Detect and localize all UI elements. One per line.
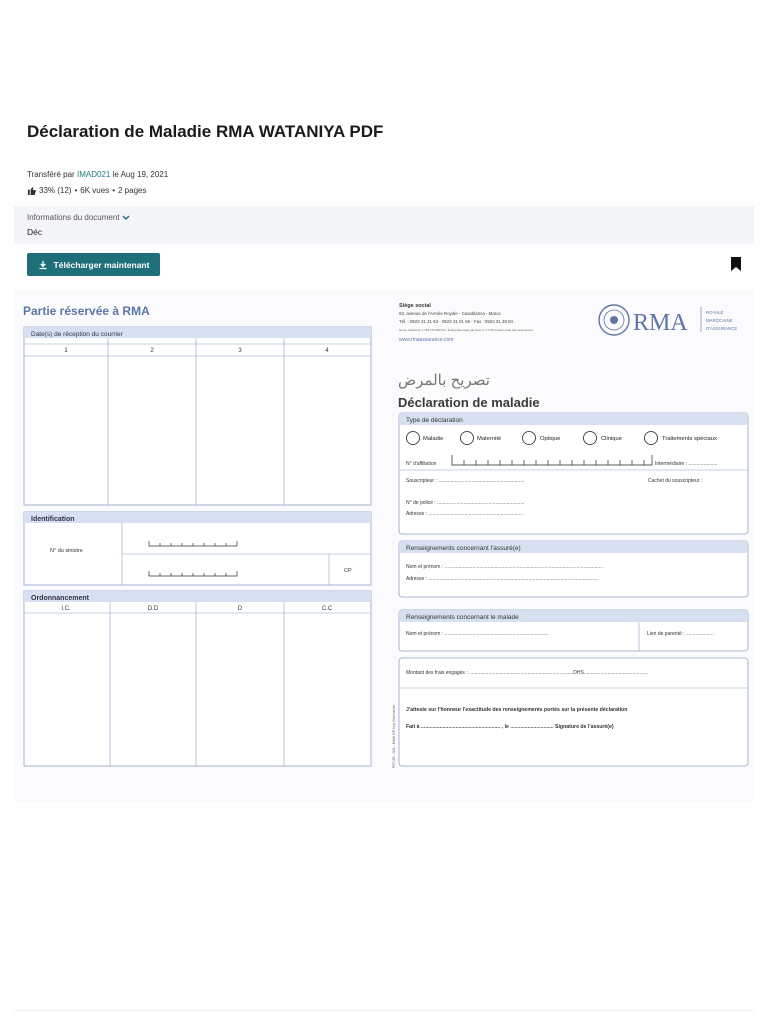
radio-optique[interactable] [523, 432, 536, 445]
type-maladie: Maladie [423, 436, 444, 442]
police-label: N° de police : ............................................................... [406, 500, 525, 506]
assure-header: Renseignements concernant l'assuré(e) [406, 545, 521, 552]
cp-label: CP [344, 568, 352, 574]
brand-line-2: MAROCAINE [706, 318, 733, 323]
adresse-label: Adresse : .................................................................... [406, 511, 523, 517]
rma-section-title: Partie réservée à RMA [23, 304, 150, 318]
radio-clinique[interactable] [584, 432, 597, 445]
address-line-3: SA au capital de 1.796.170.000 Dh - Entreprise régie par la loi n° 17-99 portant code des assurances [399, 328, 533, 332]
views-count: 6K vues [80, 186, 110, 195]
sinistre-label: N° du sinistre [50, 548, 83, 554]
fait-label: Fait à ....................................................... , le .............................. Signature de l'assuré(e) [406, 724, 614, 730]
ord-col-cc: C.C [321, 606, 333, 612]
document-info-value: Déc [27, 227, 43, 237]
ordonnancement-header: Ordonnancement [31, 595, 89, 602]
radio-traitements[interactable] [645, 432, 658, 445]
radio-maternite[interactable] [461, 432, 474, 445]
type-clinique: Clinique [601, 436, 622, 442]
adresse-assure-label: Adresse : .......................................................................................................................... [406, 576, 598, 582]
download-icon [38, 260, 48, 270]
website: www.rmaassurance.com [399, 337, 454, 343]
reception-col-4: 4 [325, 348, 329, 354]
document-info-panel [14, 206, 754, 244]
ord-col-d: D [237, 606, 243, 612]
download-label: Télécharger maintenant [53, 259, 150, 270]
document-preview[interactable] [14, 290, 754, 802]
thumbs-up-icon[interactable] [27, 186, 36, 195]
radio-maladie[interactable] [407, 432, 420, 445]
address-line-1: 83, avenue de l'Armée Royale - Casablanca - Maroc [399, 311, 501, 316]
side-code: P07.89 - 021 - Edité GP Imp Guerrando [392, 704, 396, 768]
logo-text: RMA [633, 310, 688, 336]
montant-label: Montant des frais engagés : ...........................................................................DHS.............................................. [406, 670, 648, 676]
stats-row [27, 186, 146, 195]
type-optique: Optique [540, 436, 561, 442]
chevron-down-icon [122, 215, 130, 221]
uploaded-prefix: Transféré par [27, 170, 75, 179]
separator-dot: • [74, 186, 78, 195]
document-info-label: Informations du document [27, 213, 120, 222]
uploaded-date: le Aug 19, 2021 [112, 170, 169, 179]
separator-dot: • [112, 186, 115, 195]
rma-logo [599, 305, 629, 335]
nom-assure-label: Nom et prénom : .................................................................................................................. [406, 564, 603, 570]
brand-line-1: ROYALE [706, 310, 724, 315]
address-line-2: Tél. : 0522 31 21 63 - 0522 31 01 69 - Fax : 0522 31 38 84 [399, 319, 513, 324]
pages-count: 2 pages [118, 186, 147, 195]
rating-value: 33% (12) [39, 186, 72, 195]
document-info-toggle[interactable] [27, 213, 130, 222]
reception-col-1: 1 [64, 348, 68, 354]
type-maternite: Maternité [477, 436, 502, 442]
type-traitements: Traitements spéciaux [662, 436, 717, 442]
reception-col-3: 3 [238, 348, 242, 354]
lien-label: Lien de parenté : .................... [647, 631, 714, 637]
malade-header: Renseignements concernant le malade [406, 614, 519, 621]
form-title: Déclaration de maladie [398, 395, 540, 410]
identification-header: Identification [31, 516, 75, 523]
nom-malade-label: Nom et prénom : ........................................................................... [406, 631, 549, 637]
atteste-label: J'atteste sur l'honneur l'exactitude des renseignements portés sur la présente déclaration [406, 707, 628, 713]
souscripteur-label: Souscripteur : .............................................................. [406, 478, 525, 484]
affiliation-label: N° d'affiliation [406, 461, 437, 467]
reception-header: Date(s) de réception du courrier [31, 331, 123, 338]
ord-col-dd: D.D [147, 606, 159, 612]
page-divider [14, 1010, 754, 1011]
reception-box [24, 327, 371, 505]
bookmark-icon[interactable] [730, 257, 742, 271]
ord-col-ic: I.C. [61, 606, 71, 612]
upload-info [27, 170, 168, 179]
download-button[interactable] [27, 253, 160, 276]
ordonnancement-box [24, 591, 371, 766]
type-header: Type de déclaration [406, 417, 463, 424]
reception-col-2: 2 [150, 348, 154, 354]
uploader-link[interactable]: IMAD021 [76, 170, 111, 179]
siege-title: Siège social [399, 303, 431, 309]
arabic-title: تصريح بالمرض [398, 372, 490, 389]
intermediaire-label: Intermédiaire : ..................... [655, 461, 718, 467]
brand-line-3: D'ASSURANCE [706, 326, 738, 331]
cachet-label: Cachet du souscripteur : [648, 478, 703, 484]
page-title: Déclaration de Maladie RMA WATANIYA PDF [27, 122, 384, 141]
